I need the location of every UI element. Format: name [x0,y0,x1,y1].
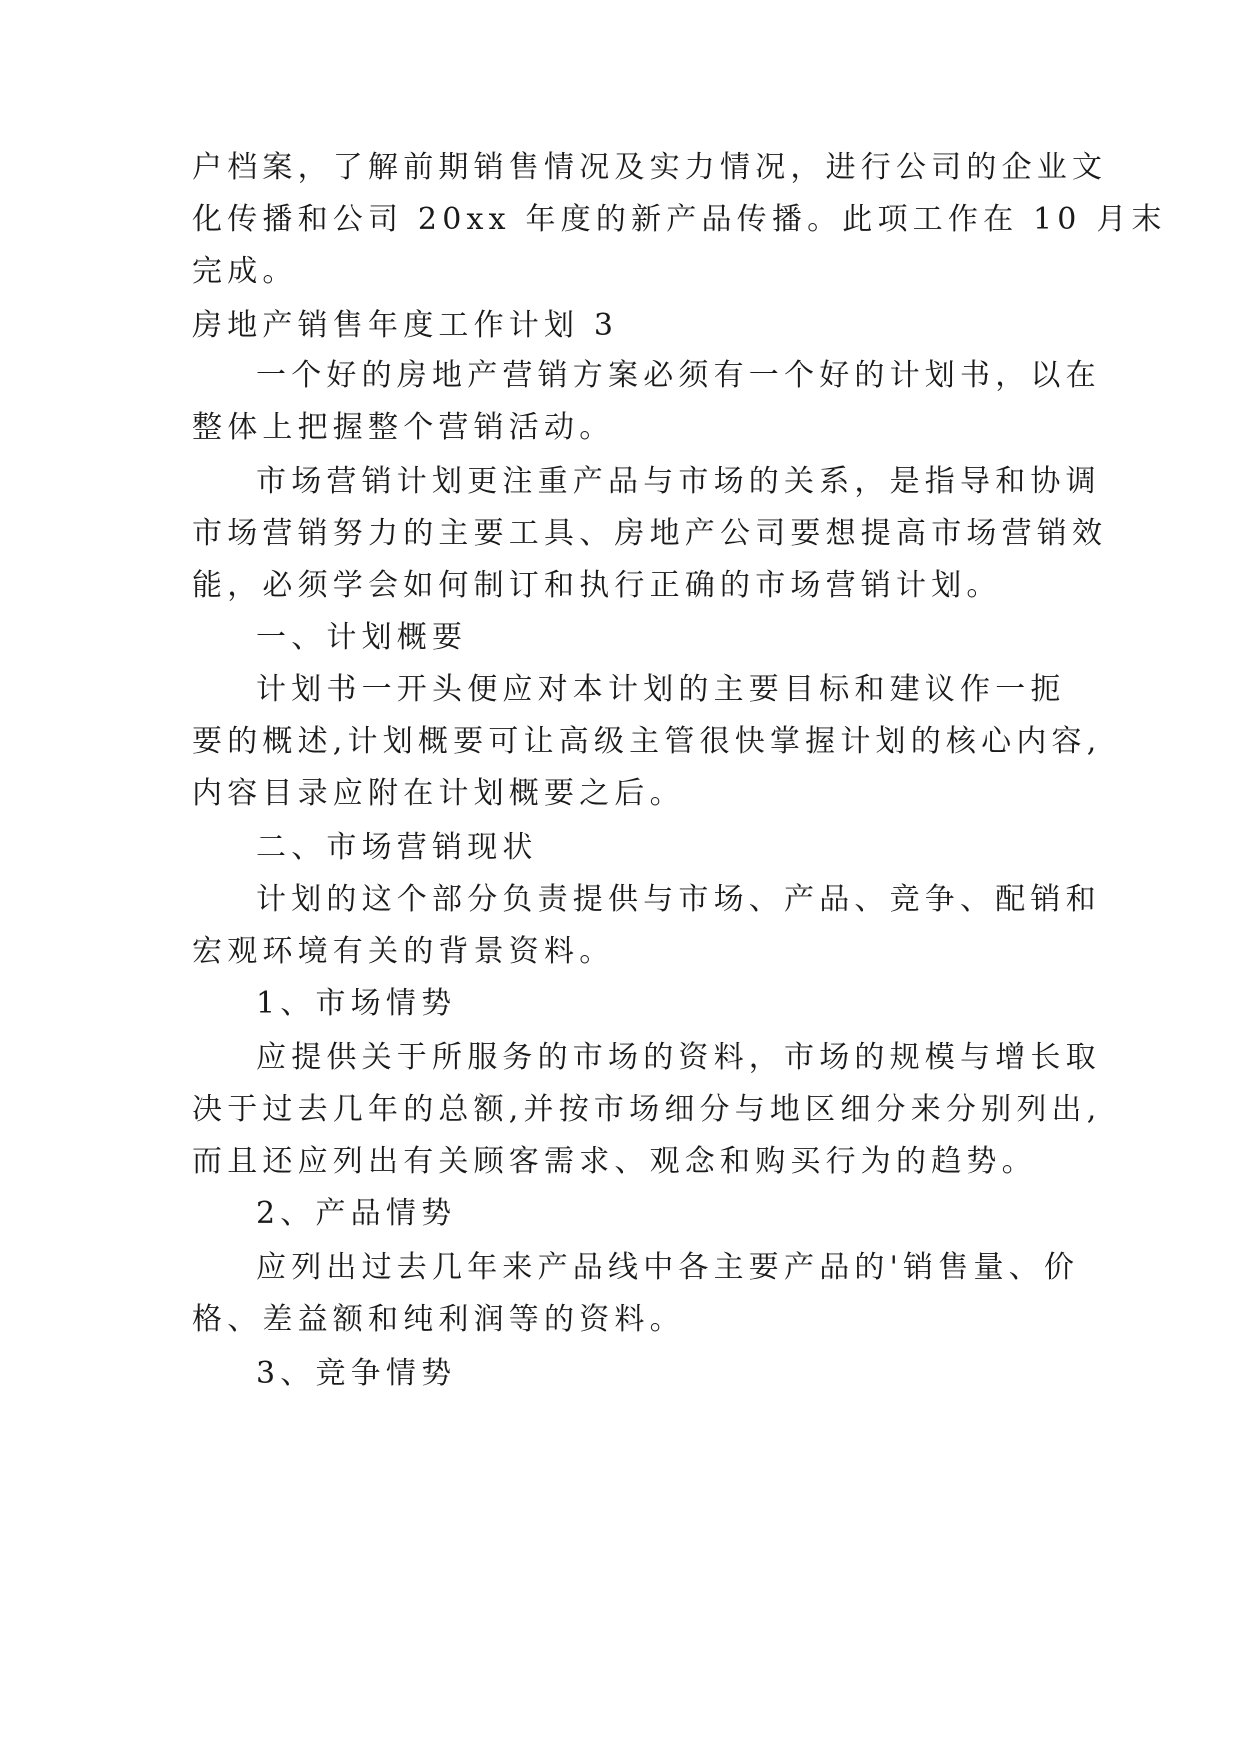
section-heading: 房地产销售年度工作计划 3 [192,308,619,343]
text-line: 一个好的房地产营销方案必须有一个好的计划书，以在 [256,358,1101,393]
text-line: 完成。 [192,254,298,289]
text-line: 宏观环境有关的背景资料。 [192,934,615,969]
text-line: 应提供关于所服务的市场的资料，市场的规模与增长取 [256,1040,1101,1075]
text-line: 应列出过去几年来产品线中各主要产品的'销售量、价 [256,1250,1080,1285]
text-line: 市场营销计划更注重产品与市场的关系，是指导和协调 [256,464,1101,499]
text-line: 整体上把握整个营销活动。 [192,410,615,445]
text-line: 市场营销努力的主要工具、房地产公司要想提高市场营销效 [192,516,1108,551]
subheading: 二、市场营销现状 [256,830,538,865]
text-line: 户档案，了解前期销售情况及实力情况，进行公司的企业文 [192,150,1108,185]
text-line: 决于过去几年的总额,并按市场细分与地区细分来分别列出, [192,1092,1102,1127]
text-line: 计划的这个部分负责提供与市场、产品、竞争、配销和 [256,882,1101,917]
text-line: 而且还应列出有关顾客需求、观念和购买行为的趋势。 [192,1144,1037,1179]
subheading: 2、产品情势 [256,1196,457,1231]
text-line: 能，必须学会如何制订和执行正确的市场营销计划。 [192,568,1002,603]
text-line: 计划书一开头便应对本计划的主要目标和建议作一扼 [256,672,1066,707]
text-line: 内容目录应附在计划概要之后。 [192,776,685,811]
text-line: 化传播和公司 20xx 年度的新产品传播。此项工作在 10 月末 [192,202,1167,237]
subheading: 一、计划概要 [256,620,468,655]
text-line: 格、差益额和纯利润等的资料。 [192,1302,685,1337]
text-line: 要的概述,计划概要可让高级主管很快掌握计划的核心内容, [192,724,1102,759]
subheading: 3、竞争情势 [256,1356,457,1391]
subheading: 1、市场情势 [256,986,457,1021]
